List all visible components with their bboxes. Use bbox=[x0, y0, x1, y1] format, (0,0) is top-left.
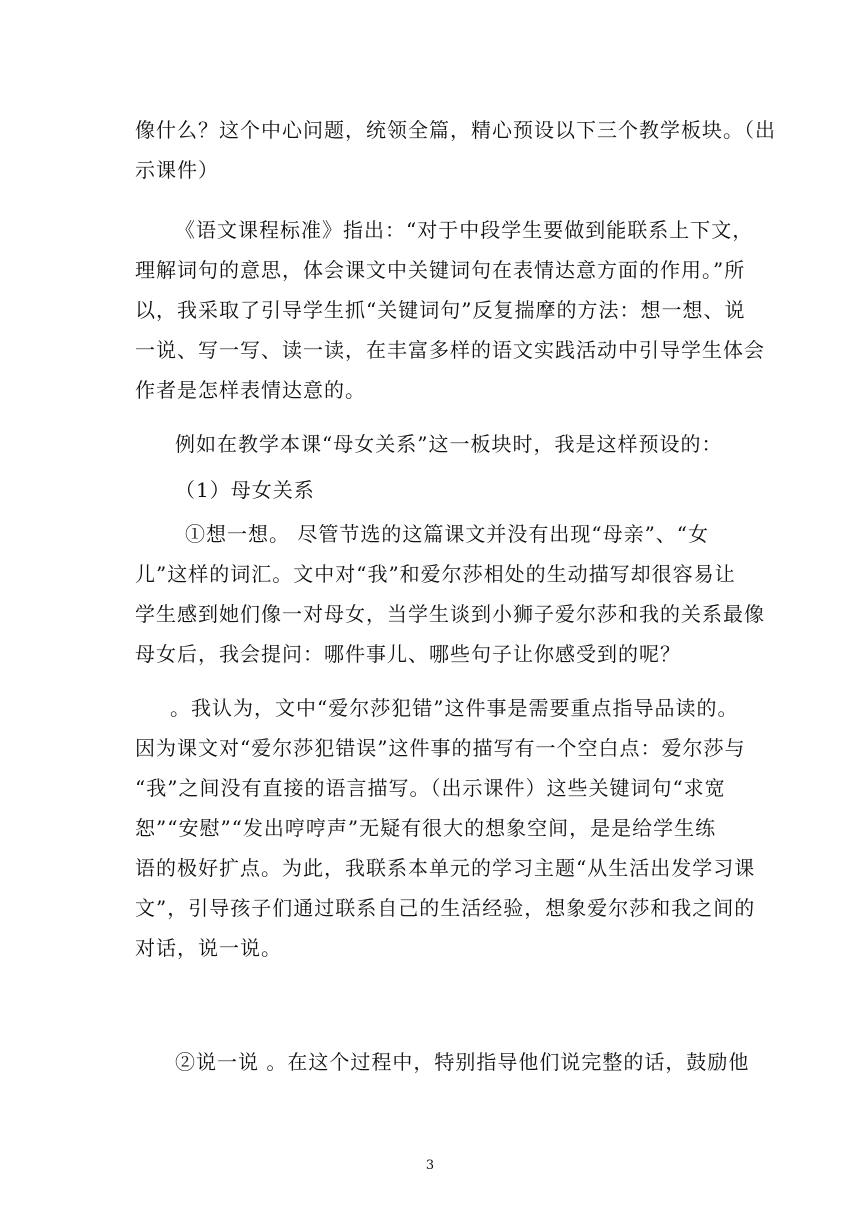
text-line-8: 例如在教学本课“母女关系”这一板块时，我是这样预设的： bbox=[175, 432, 723, 456]
text-line-17: 恕”“安慰”“发出哼哼声”无疑有很大的想象空间，是是给学生练 bbox=[135, 816, 717, 840]
text-line-6: 一说、写一写、读一读，在丰富多样的语文实践活动中引导学生体会 bbox=[135, 338, 765, 362]
text-line-21: ②说一说 。在这个过程中，特别指导他们说完整的话，鼓励他 bbox=[175, 1050, 750, 1074]
text-line-7: 作者是怎样表情达意的。 bbox=[135, 378, 366, 402]
text-line-13: 母女后，我会提问：哪件事儿、哪些句子让你感受到的呢？ bbox=[135, 642, 681, 666]
text-line-10: ①想一想。 尽管节选的这篇课文并没有出现“母亲”、“女 bbox=[185, 522, 710, 546]
text-line-16: “我”之间没有直接的语言描写。（出示课件）这些关键词句“求宽 bbox=[135, 776, 726, 800]
text-line-12: 学生感到她们像一对母女，当学生谈到小狮子爱尔莎和我的关系最像 bbox=[135, 602, 765, 626]
text-line-18: 语的极好扩点。为此，我联系本单元的学习主题“从生活出发学习课 bbox=[135, 856, 756, 880]
text-line-5: 以，我采取了引导学生抓“关键词句”反复揣摩的方法：想一想、说 bbox=[135, 298, 746, 322]
text-line-1: 像什么？这个中心问题，统领全篇，精心预设以下三个教学板块。（出 bbox=[135, 118, 776, 142]
text-line-15: 因为课文对“爱尔莎犯错误”这件事的描写有一个空白点：爱尔莎与 bbox=[135, 736, 746, 760]
text-line-3: 《语文课程标准》指出：“对于中段学生要做到能联系上下文， bbox=[175, 218, 754, 242]
section-heading: （1）母女关系 bbox=[175, 478, 315, 502]
page-number: 3 bbox=[425, 1158, 435, 1173]
text-line-14: 。我认为，文中“爱尔莎犯错”这件事是需要重点指导品读的。 bbox=[170, 696, 739, 720]
text-line-4: 理解词句的意思，体会课文中关键词句在表情达意方面的作用。”所 bbox=[135, 258, 746, 282]
text-line-2: 示课件） bbox=[135, 158, 219, 182]
text-line-19: 文”，引导孩子们通过联系自己的生活经验，想象爱尔莎和我之间的 bbox=[135, 896, 756, 920]
text-line-20: 对话，说一说。 bbox=[135, 936, 282, 960]
text-line-11: 儿”这样的词汇。文中对“我”和爱尔莎相处的生动描写却很容易让 bbox=[135, 562, 736, 586]
